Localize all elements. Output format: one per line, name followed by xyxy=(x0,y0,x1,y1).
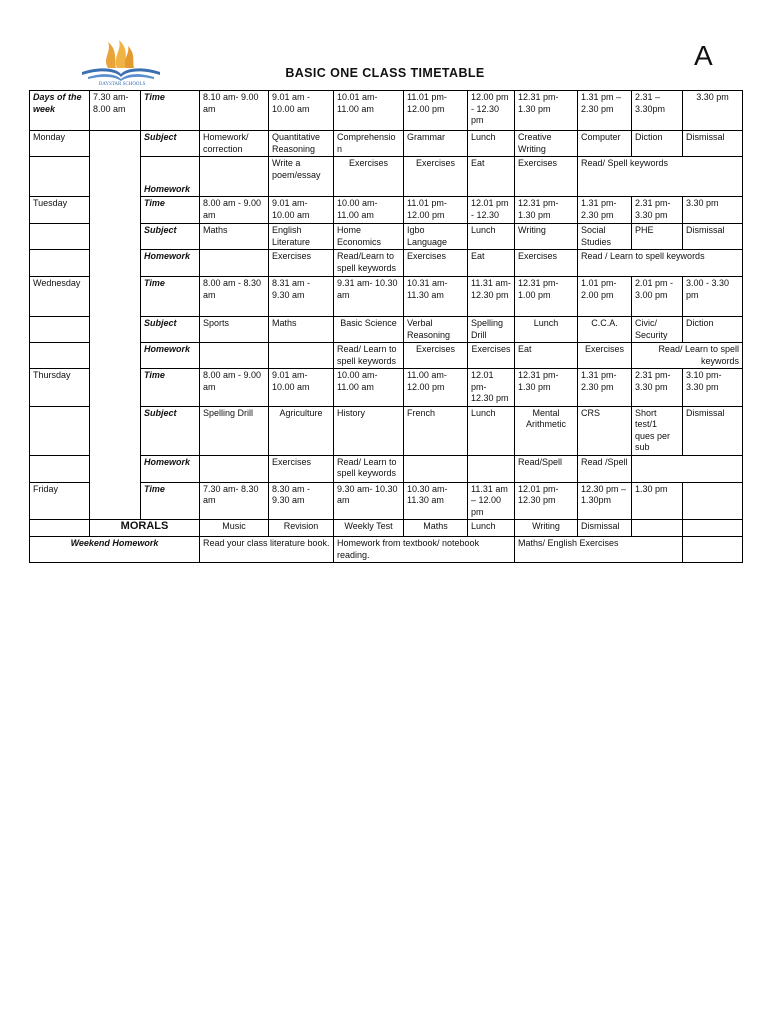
time-cell: 9.01 am- 10.00 am xyxy=(269,197,334,224)
subject-cell: Mental Arithmetic xyxy=(515,406,578,455)
time-cell: 12.31 pm- 1.30 pm xyxy=(515,197,578,224)
homework-cell: Exercises xyxy=(269,455,334,482)
homework-cell: Exercises xyxy=(404,250,468,277)
empty-cell xyxy=(30,343,90,369)
subject-cell: Lunch xyxy=(468,406,515,455)
time-cell: 1.30 pm xyxy=(632,482,683,520)
time-cell: 12.01 pm- 12.30 pm xyxy=(515,482,578,520)
homework-cell xyxy=(200,455,269,482)
time-cell: 10.00 am- 11.00 am xyxy=(334,369,404,407)
header-time: 11.01 pm- 12.00 pm xyxy=(404,91,468,131)
header-time: 9.01 am - 10.00 am xyxy=(269,91,334,131)
homework-cell: Read/ Spell keywords xyxy=(578,157,743,197)
homework-cell: Exercises xyxy=(334,157,404,197)
time-cell: 3.10 pm- 3.30 pm xyxy=(683,369,743,407)
timetable xyxy=(29,90,743,563)
time-cell: 11.31 am-12.30 pm xyxy=(468,277,515,317)
time-cell: 9.30 am- 10.30 am xyxy=(334,482,404,520)
homework-cell: Eat xyxy=(468,157,515,197)
time-cell: 11.01 pm- 12.00 pm xyxy=(404,197,468,224)
subject-cell: Diction xyxy=(632,131,683,157)
subject-cell: Music xyxy=(200,520,269,537)
homework-cell: Eat xyxy=(515,343,578,369)
header-time: 8.10 am- 9.00 am xyxy=(200,91,269,131)
header-time: 2.31 – 3.30pm xyxy=(632,91,683,131)
subject-cell: Dismissal xyxy=(683,406,743,455)
homework-cell: Read/Learn to spell keywords xyxy=(334,250,404,277)
header-time: 1.31 pm –2.30 pm xyxy=(578,91,632,131)
empty-cell xyxy=(30,157,90,197)
time-label: Time xyxy=(141,369,200,407)
friday-subject-row xyxy=(30,520,743,537)
subject-label: Subject xyxy=(141,131,200,157)
subject-cell: Lunch xyxy=(468,131,515,157)
subject-cell: History xyxy=(334,406,404,455)
time-cell: 10.00 am- 11.00 am xyxy=(334,197,404,224)
homework-label: Homework xyxy=(141,343,200,369)
day-label: Tuesday xyxy=(30,197,90,224)
time-cell: 12.31 pm- 1.30 pm xyxy=(515,369,578,407)
time-label: Time xyxy=(141,482,200,520)
subject-cell: Social Studies xyxy=(578,224,632,250)
homework-cell xyxy=(269,343,334,369)
time-cell: 3.00 - 3.30 pm xyxy=(683,277,743,317)
homework-cell: Read/ Learn to spell keywords xyxy=(632,343,743,369)
subject-cell: Civic/ Security xyxy=(632,317,683,343)
empty-cell xyxy=(632,520,683,537)
header-row xyxy=(30,91,743,131)
homework-cell: Read/Spell xyxy=(515,455,578,482)
empty-cell xyxy=(30,455,90,482)
weekend-homework-row xyxy=(30,537,743,563)
time-label: Time xyxy=(141,91,200,131)
subject-cell: Writing xyxy=(515,224,578,250)
school-logo xyxy=(78,38,164,90)
subject-cell: Revision xyxy=(269,520,334,537)
time-cell: 8.30 am - 9.30 am xyxy=(269,482,334,520)
morals-label: MORALS xyxy=(90,520,200,537)
subject-cell: Dismissal xyxy=(578,520,632,537)
empty-cell xyxy=(30,224,90,250)
subject-cell: Dismissal xyxy=(683,224,743,250)
time-cell: 9.01 am- 10.00 am xyxy=(269,369,334,407)
homework-label: Homework xyxy=(141,250,200,277)
subject-cell: Diction xyxy=(683,317,743,343)
monday-subject-row xyxy=(30,131,743,157)
homework-cell: Read / Learn to spell keywords xyxy=(578,250,743,277)
homework-cell: Eat xyxy=(468,250,515,277)
time-cell: 8.31 am - 9.30 am xyxy=(269,277,334,317)
subject-cell: Weekly Test xyxy=(334,520,404,537)
time-cell: 10.30 am- 11.30 am xyxy=(404,482,468,520)
subject-cell: Home Economics xyxy=(334,224,404,250)
time-cell: 8.00 am - 8.30 am xyxy=(200,277,269,317)
subject-cell: English Literature xyxy=(269,224,334,250)
first-slot-time: 7.30 am- 8.00 am xyxy=(90,91,141,131)
subject-cell: Short test/1 ques per sub xyxy=(632,406,683,455)
homework-cell xyxy=(200,157,269,197)
homework-cell xyxy=(200,343,269,369)
homework-label: Homework xyxy=(141,157,200,197)
time-cell: 8.00 am - 9.00 am xyxy=(200,197,269,224)
subject-cell: Maths xyxy=(269,317,334,343)
day-label: Monday xyxy=(30,131,90,157)
subject-cell: Homework/ correction xyxy=(200,131,269,157)
homework-cell: Write a poem/essay xyxy=(269,157,334,197)
time-cell: 11.00 am- 12.00 pm xyxy=(404,369,468,407)
homework-cell xyxy=(404,455,468,482)
subject-cell: Spelling Drill xyxy=(468,317,515,343)
homework-cell: Read /Spell xyxy=(578,455,632,482)
subject-cell: Agriculture xyxy=(269,406,334,455)
subject-cell: Sports xyxy=(200,317,269,343)
subject-cell: Igbo Language xyxy=(404,224,468,250)
subject-cell: Maths xyxy=(200,224,269,250)
subject-cell: Dismissal xyxy=(683,131,743,157)
subject-cell: Lunch xyxy=(515,317,578,343)
empty-cell xyxy=(683,537,743,563)
homework-cell: Exercises xyxy=(269,250,334,277)
day-label: Wednesday xyxy=(30,277,90,317)
subject-label: Subject xyxy=(141,406,200,455)
subject-cell: C.C.A. xyxy=(578,317,632,343)
time-cell: 10.31 am- 11.30 am xyxy=(404,277,468,317)
homework-cell xyxy=(632,455,743,482)
section-letter: A xyxy=(694,40,713,71)
day-label: Thursday xyxy=(30,369,90,407)
time-cell: 8.00 am - 9.00 am xyxy=(200,369,269,407)
header-time: 12.31 pm- 1.30 pm xyxy=(515,91,578,131)
empty-cell xyxy=(30,317,90,343)
subject-cell: Basic Science xyxy=(334,317,404,343)
day-label: Friday xyxy=(30,482,90,520)
time-cell: 12.30 pm – 1.30pm xyxy=(578,482,632,520)
homework-cell: Read/ Learn to spell keywords xyxy=(334,455,404,482)
subject-cell: Creative Writing xyxy=(515,131,578,157)
time-cell: 2.31 pm- 3.30 pm xyxy=(632,197,683,224)
homework-cell: Exercises xyxy=(468,343,515,369)
time-cell: 12.01 pm - 12.30 xyxy=(468,197,515,224)
subject-cell: Lunch xyxy=(468,224,515,250)
subject-label: Subject xyxy=(141,317,200,343)
homework-cell: Exercises xyxy=(515,250,578,277)
subject-label: Subject xyxy=(141,224,200,250)
subject-cell: CRS xyxy=(578,406,632,455)
time-cell: 1.01 pm- 2.00 pm xyxy=(578,277,632,317)
homework-cell: Exercises xyxy=(515,157,578,197)
subject-cell: Writing xyxy=(515,520,578,537)
subject-cell: Verbal Reasoning xyxy=(404,317,468,343)
empty-cell xyxy=(30,406,90,455)
time-cell: 12.01 pm- 12.30 pm xyxy=(468,369,515,407)
header-time: 12.00 pm - 12.30 pm xyxy=(468,91,515,131)
subject-cell: Maths xyxy=(404,520,468,537)
time-cell: 9.31 am- 10.30 am xyxy=(334,277,404,317)
empty-cell xyxy=(30,520,90,537)
page-title: BASIC ONE CLASS TIMETABLE xyxy=(285,66,485,80)
subject-cell: Grammar xyxy=(404,131,468,157)
subject-cell: Comprehension xyxy=(334,131,404,157)
weekend-homework-item: Homework from textbook/ notebook reading. xyxy=(334,537,515,563)
days-header: Days of the week xyxy=(30,91,90,131)
time-cell: 2.01 pm - 3.00 pm xyxy=(632,277,683,317)
homework-cell: Read/ Learn to spell keywords xyxy=(334,343,404,369)
time-cell: 3.30 pm xyxy=(683,197,743,224)
homework-cell: Exercises xyxy=(404,343,468,369)
weekend-homework-item: Maths/ English Exercises xyxy=(515,537,683,563)
time-cell: 1.31 pm- 2.30 pm xyxy=(578,369,632,407)
friday-first-slot: 7.30 am- 8.30 am xyxy=(200,482,269,520)
header-time: 3.30 pm xyxy=(683,91,743,131)
empty-cell xyxy=(30,250,90,277)
homework-cell xyxy=(468,455,515,482)
logo-caption: DAYSTAR SCHOOLS xyxy=(98,82,146,87)
time-label: Time xyxy=(141,197,200,224)
time-cell: 12.31 pm- 1.00 pm xyxy=(515,277,578,317)
homework-label: Homework xyxy=(141,455,200,482)
header-time: 10.01 am- 11.00 am xyxy=(334,91,404,131)
weekend-homework-item: Read your class literature book. xyxy=(200,537,334,563)
time-label: Time xyxy=(141,277,200,317)
subject-cell: Spelling Drill xyxy=(200,406,269,455)
homework-cell: Exercises xyxy=(578,343,632,369)
subject-cell: French xyxy=(404,406,468,455)
subject-cell: Computer xyxy=(578,131,632,157)
time-cell: 1.31 pm- 2.30 pm xyxy=(578,197,632,224)
weekend-homework-label: Weekend Homework xyxy=(30,537,200,563)
empty-cell xyxy=(683,520,743,537)
time-cell: 2.31 pm- 3.30 pm xyxy=(632,369,683,407)
homework-cell xyxy=(200,250,269,277)
assembly-block xyxy=(90,131,141,520)
empty-cell xyxy=(683,482,743,520)
homework-cell: Exercises xyxy=(404,157,468,197)
subject-cell: Quantitative Reasoning xyxy=(269,131,334,157)
subject-cell: Lunch xyxy=(468,520,515,537)
subject-cell: PHE xyxy=(632,224,683,250)
time-cell: 11.31 am – 12.00 pm xyxy=(468,482,515,520)
